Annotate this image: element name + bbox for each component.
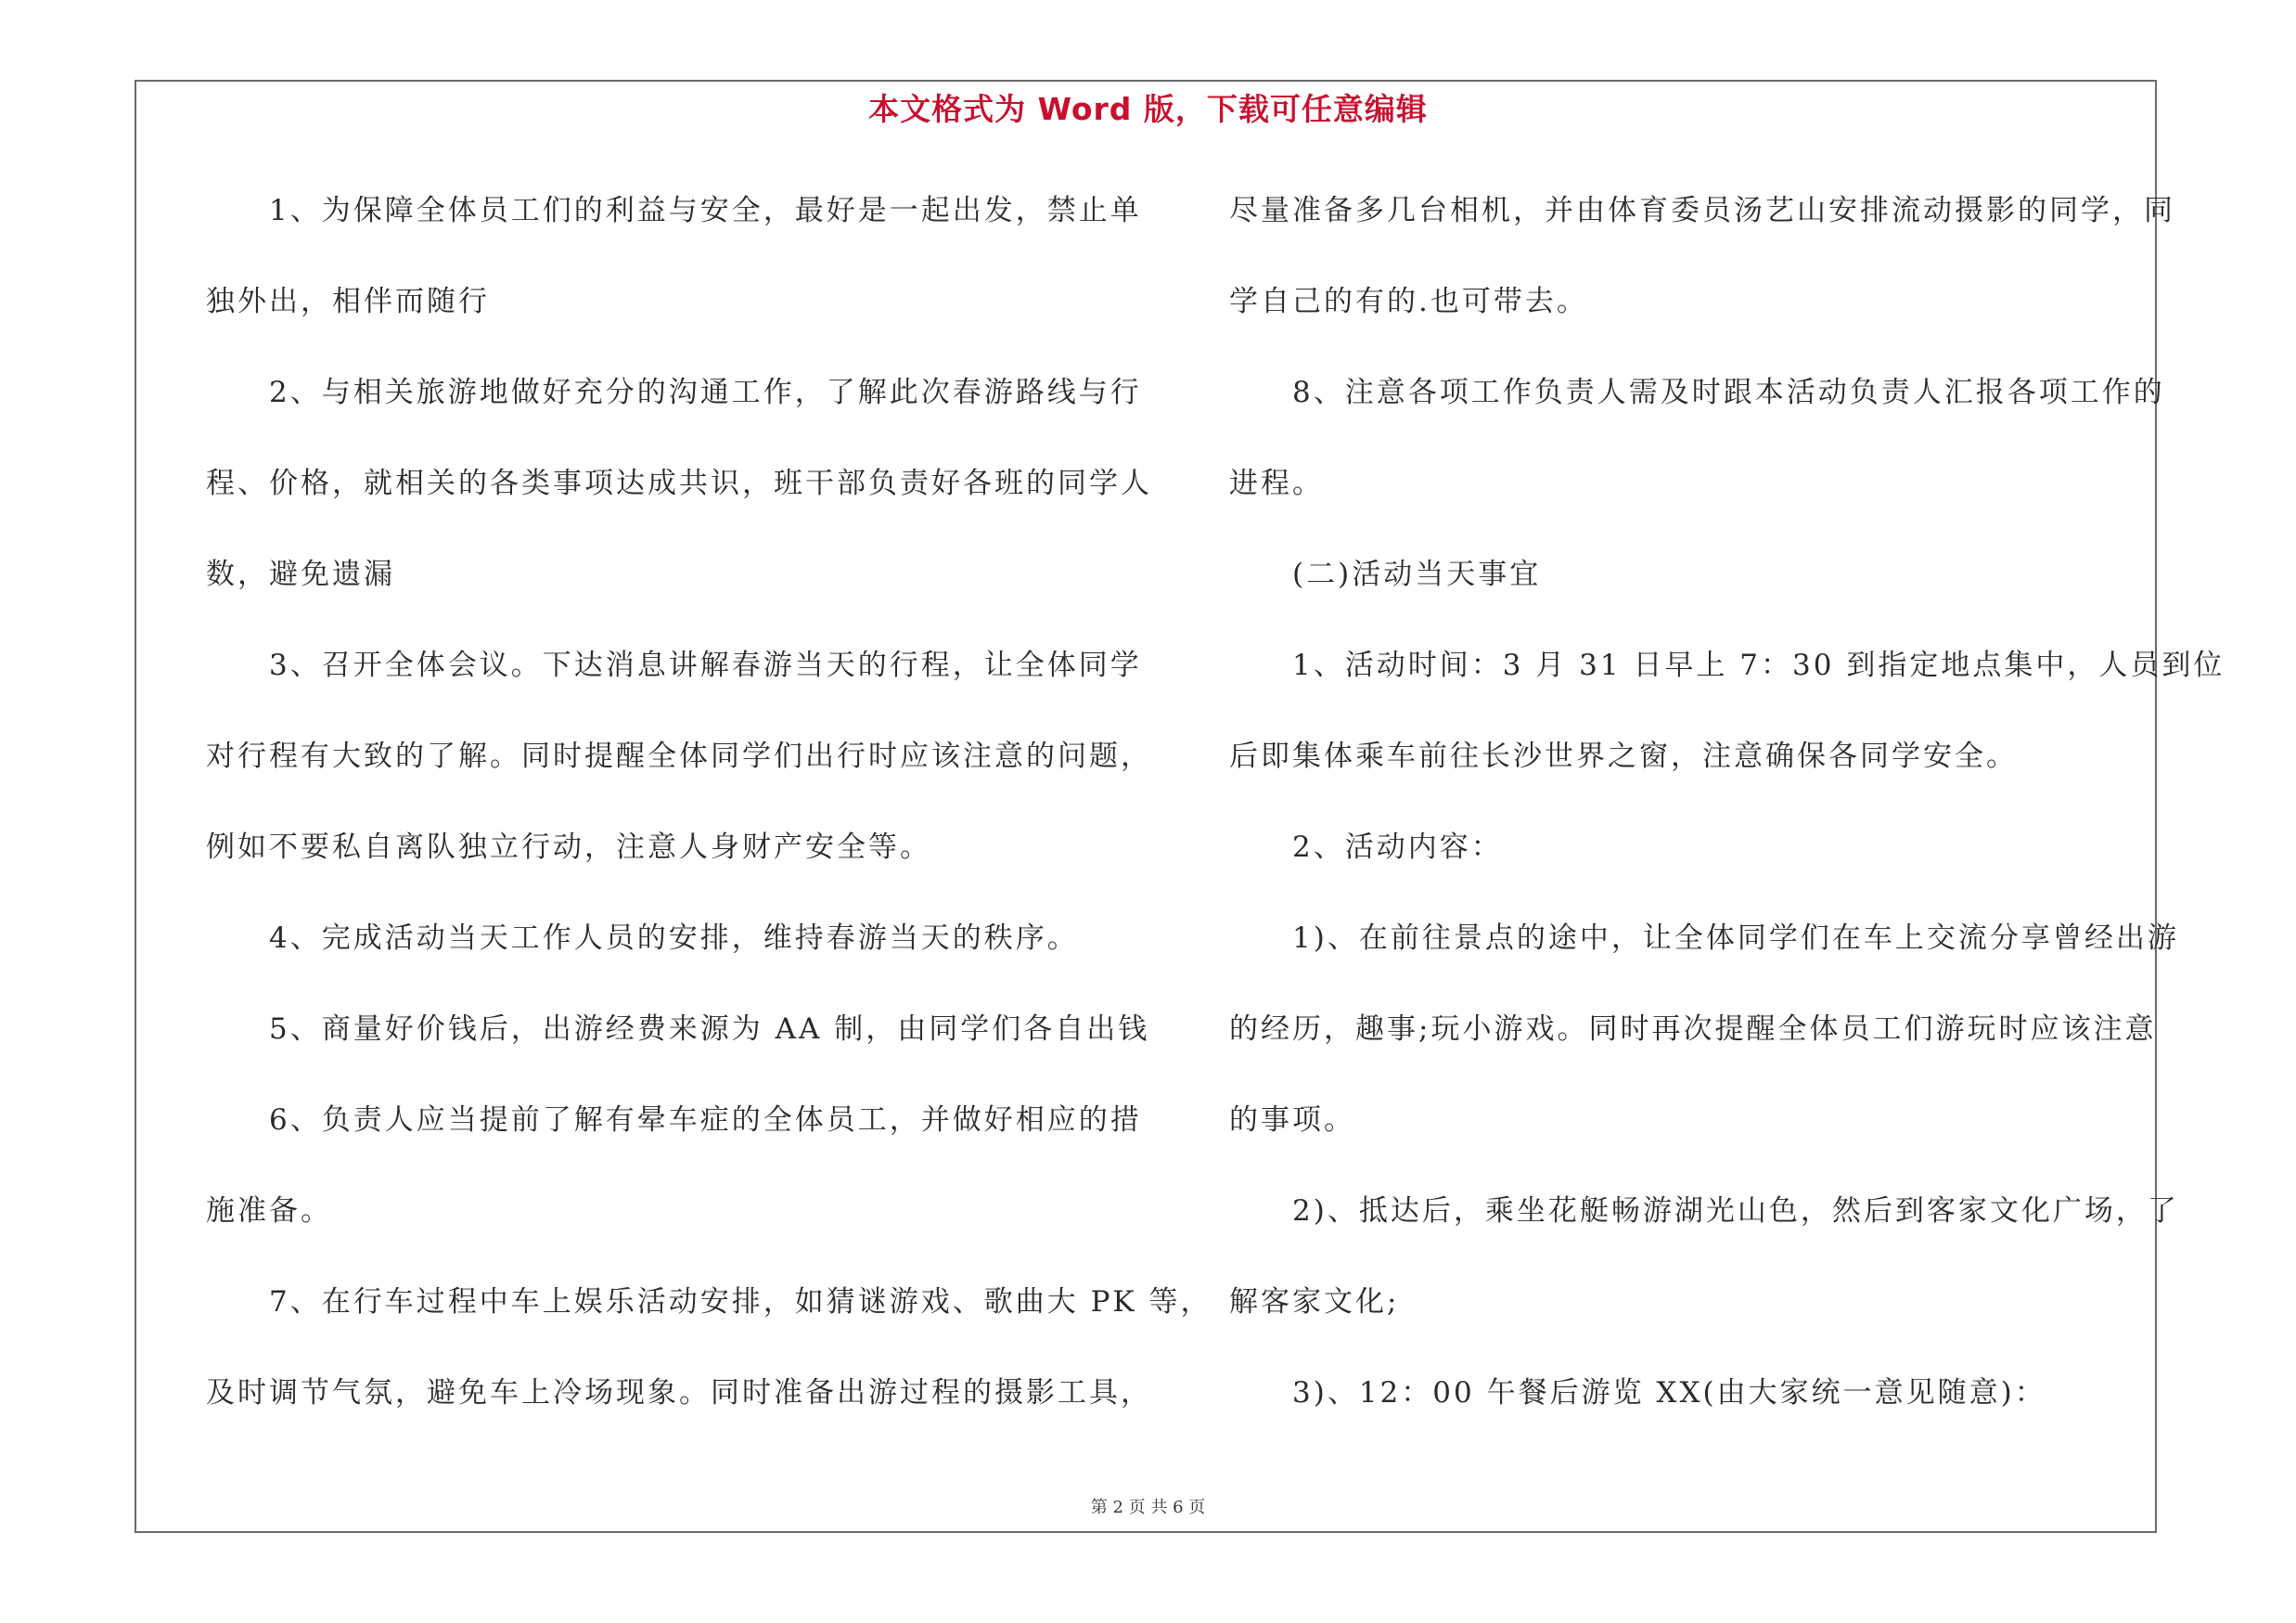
text-line: 2、与相关旅游地做好充分的沟通工作，了解此次春游路线与行 (206, 376, 1142, 409)
text-line: 1、为保障全体员工们的利益与安全，最好是一起出发，禁止单 (206, 194, 1142, 227)
text-line: 解客家文化; (1229, 1285, 1400, 1319)
text-line: 例如不要私自离队独立行动，注意人身财产安全等。 (206, 831, 931, 864)
text-line: 数，避免遗漏 (206, 558, 395, 591)
text-line: 3、召开全体会议。下达消息讲解春游当天的行程，让全体同学 (206, 649, 1142, 682)
text-line: 8、注意各项工作负责人需及时跟本活动负责人汇报各项工作的 (1229, 376, 2165, 409)
text-line: 施准备。 (206, 1194, 332, 1228)
text-line: 后即集体乘车前往长沙世界之窗，注意确保各同学安全。 (1229, 740, 2018, 773)
text-line: 及时调节气氛，避免车上冷场现象。同时准备出游过程的摄影工具， (206, 1376, 1152, 1410)
text-line: 3)、12：00 午餐后游览 XX(由大家统一意见随意)： (1229, 1376, 2046, 1410)
left-column (206, 183, 1212, 1456)
text-line: 的经历，趣事;玩小游戏。同时再次提醒全体员工们游玩时应该注意 (1229, 1012, 2157, 1046)
right-column (1229, 183, 2225, 1456)
text-line: 5、商量好价钱后，出游经费来源为 AA 制，由同学们各自出钱 (206, 1012, 1150, 1046)
text-line: 1)、在前往景点的途中，让全体同学们在车上交流分享曾经出游 (1229, 921, 2179, 955)
text-line: 尽量准备多几台相机，并由体育委员汤艺山安排流动摄影的同学，同 (1229, 194, 2175, 227)
text-line: 的事项。 (1229, 1103, 1355, 1137)
text-line: 学自己的有的.也可带去。 (1229, 285, 1588, 318)
text-line: 程、价格，就相关的各类事项达成共识，班干部负责好各班的同学人 (206, 467, 1152, 500)
page-number: 第 2 页 共 6 页 (1090, 1498, 1206, 1517)
text-line: 独外出，相伴而随行 (206, 285, 490, 318)
text-line: 2、活动内容： (1229, 831, 1503, 864)
text-line: 进程。 (1229, 467, 1324, 500)
text-line: 对行程有大致的了解。同时提醒全体同学们出行时应该注意的问题， (206, 740, 1152, 773)
section-heading: (二)活动当天事宜 (1229, 558, 1542, 591)
text-line: 2)、抵达后，乘坐花艇畅游湖光山色，然后到客家文化广场，了 (1229, 1194, 2179, 1228)
text-line: 4、完成活动当天工作人员的安排，维持春游当天的秩序。 (206, 921, 1079, 955)
text-line: 1、活动时间：3 月 31 日早上 7：30 到指定地点集中，人员到位 (1229, 649, 2225, 682)
document-header: 本文格式为 Word 版，下载可任意编辑 (868, 91, 1428, 127)
text-line: 7、在行车过程中车上娱乐活动安排，如猜谜游戏、歌曲大 PK 等， (206, 1285, 1212, 1319)
text-line: 6、负责人应当提前了解有晕车症的全体员工，并做好相应的措 (206, 1103, 1142, 1137)
